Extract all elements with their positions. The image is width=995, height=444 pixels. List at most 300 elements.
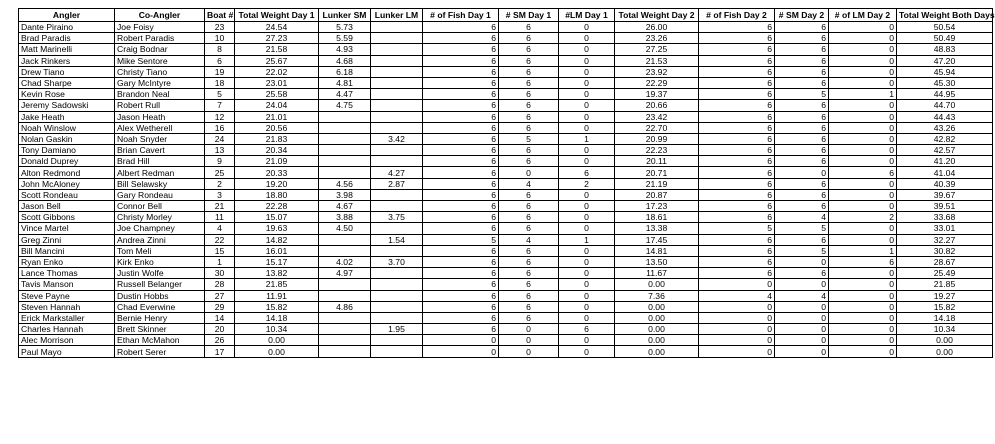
cell-sm-day1: 6 [499, 77, 559, 88]
cell-angler: John McAloney [19, 178, 115, 189]
cell-boat-number: 26 [205, 335, 235, 346]
cell-total-weight-day2: 14.81 [615, 245, 699, 256]
cell-lm-day2: 1 [829, 89, 897, 100]
cell-lunker-sm: 4.75 [319, 100, 371, 111]
cell-total-weight-day1: 21.58 [235, 44, 319, 55]
cell-total-weight-day2: 0.00 [615, 279, 699, 290]
cell-lunker-lm: 3.75 [371, 212, 423, 223]
cell-total-weight-day2: 18.61 [615, 212, 699, 223]
cell-fish-day1: 6 [423, 189, 499, 200]
cell-total-weight-day1: 19.20 [235, 178, 319, 189]
cell-fish-day1: 6 [423, 44, 499, 55]
cell-lunker-sm [319, 324, 371, 335]
cell-fish-day1: 6 [423, 178, 499, 189]
cell-sm-day2: 6 [775, 22, 829, 33]
cell-total-weight-both: 19.27 [897, 290, 993, 301]
cell-boat-number: 24 [205, 133, 235, 144]
cell-sm-day1: 4 [499, 234, 559, 245]
cell-lunker-lm: 1.54 [371, 234, 423, 245]
cell-boat-number: 28 [205, 279, 235, 290]
cell-fish-day2: 6 [699, 22, 775, 33]
cell-sm-day1: 6 [499, 156, 559, 167]
table-row [19, 145, 993, 156]
cell-lm-day1: 0 [559, 279, 615, 290]
cell-angler: Bill Mancini [19, 245, 115, 256]
cell-lunker-lm [371, 66, 423, 77]
cell-boat-number: 1 [205, 256, 235, 267]
cell-sm-day1: 6 [499, 111, 559, 122]
cell-fish-day2: 6 [699, 156, 775, 167]
cell-boat-number: 25 [205, 167, 235, 178]
cell-sm-day1: 6 [499, 44, 559, 55]
cell-sm-day2: 0 [775, 301, 829, 312]
cell-lm-day2: 0 [829, 133, 897, 144]
cell-angler: Greg Zinni [19, 234, 115, 245]
cell-total-weight-both: 0.00 [897, 346, 993, 357]
column-header-total-weight-both: Total Weight Both Days [897, 9, 993, 22]
cell-angler: Matt Marinelli [19, 44, 115, 55]
cell-angler: Vince Martel [19, 223, 115, 234]
cell-lm-day1: 0 [559, 89, 615, 100]
cell-sm-day2: 6 [775, 133, 829, 144]
cell-sm-day1: 4 [499, 178, 559, 189]
cell-sm-day1: 0 [499, 335, 559, 346]
cell-fish-day1: 6 [423, 223, 499, 234]
table-row [19, 312, 993, 323]
cell-total-weight-both: 41.20 [897, 156, 993, 167]
cell-sm-day1: 6 [499, 100, 559, 111]
cell-lm-day1: 0 [559, 335, 615, 346]
cell-total-weight-day2: 21.53 [615, 55, 699, 66]
cell-lunker-sm: 4.50 [319, 223, 371, 234]
cell-fish-day2: 6 [699, 167, 775, 178]
cell-lm-day2: 0 [829, 290, 897, 301]
cell-total-weight-day2: 0.00 [615, 335, 699, 346]
cell-sm-day1: 0 [499, 324, 559, 335]
cell-lunker-sm [319, 335, 371, 346]
cell-total-weight-day2: 20.66 [615, 100, 699, 111]
cell-total-weight-day1: 25.67 [235, 55, 319, 66]
cell-lm-day2: 0 [829, 201, 897, 212]
cell-lunker-lm [371, 44, 423, 55]
table-row [19, 301, 993, 312]
cell-total-weight-day2: 19.37 [615, 89, 699, 100]
cell-fish-day2: 6 [699, 44, 775, 55]
cell-lunker-lm [371, 223, 423, 234]
cell-lm-day2: 0 [829, 66, 897, 77]
cell-total-weight-day2: 13.50 [615, 256, 699, 267]
cell-total-weight-both: 48.83 [897, 44, 993, 55]
cell-boat-number: 12 [205, 111, 235, 122]
cell-co-angler: Chad Everwine [115, 301, 205, 312]
cell-co-angler: Connor Bell [115, 201, 205, 212]
cell-co-angler: Bill Selawsky [115, 178, 205, 189]
cell-lm-day2: 0 [829, 312, 897, 323]
cell-fish-day1: 6 [423, 55, 499, 66]
cell-sm-day2: 6 [775, 122, 829, 133]
cell-total-weight-day2: 20.71 [615, 167, 699, 178]
cell-fish-day2: 6 [699, 77, 775, 88]
cell-total-weight-day1: 14.18 [235, 312, 319, 323]
cell-boat-number: 7 [205, 100, 235, 111]
cell-angler: Erick Markstaller [19, 312, 115, 323]
cell-fish-day1: 6 [423, 312, 499, 323]
cell-sm-day2: 6 [775, 156, 829, 167]
cell-co-angler: Mike Sentore [115, 55, 205, 66]
cell-sm-day2: 0 [775, 167, 829, 178]
cell-angler: Scott Gibbons [19, 212, 115, 223]
cell-fish-day1: 6 [423, 33, 499, 44]
cell-lm-day2: 1 [829, 245, 897, 256]
cell-total-weight-day1: 21.85 [235, 279, 319, 290]
cell-sm-day2: 6 [775, 66, 829, 77]
cell-fish-day1: 6 [423, 77, 499, 88]
cell-sm-day2: 6 [775, 268, 829, 279]
cell-boat-number: 16 [205, 122, 235, 133]
cell-lm-day2: 0 [829, 178, 897, 189]
cell-total-weight-day1: 15.17 [235, 256, 319, 267]
table-row [19, 33, 993, 44]
cell-fish-day1: 6 [423, 122, 499, 133]
cell-sm-day2: 6 [775, 44, 829, 55]
cell-sm-day1: 6 [499, 89, 559, 100]
cell-total-weight-day1: 21.83 [235, 133, 319, 144]
cell-lm-day1: 0 [559, 268, 615, 279]
table-body [19, 22, 993, 358]
cell-total-weight-both: 33.68 [897, 212, 993, 223]
cell-lunker-sm: 4.93 [319, 44, 371, 55]
cell-boat-number: 8 [205, 44, 235, 55]
cell-total-weight-day1: 19.63 [235, 223, 319, 234]
table-row [19, 335, 993, 346]
column-header-fish-day1: # of Fish Day 1 [423, 9, 499, 22]
cell-co-angler: Gary McIntyre [115, 77, 205, 88]
cell-boat-number: 29 [205, 301, 235, 312]
cell-fish-day2: 6 [699, 268, 775, 279]
cell-lunker-lm [371, 77, 423, 88]
column-header-lm-day2: # of LM Day 2 [829, 9, 897, 22]
cell-total-weight-both: 41.04 [897, 167, 993, 178]
cell-fish-day1: 6 [423, 89, 499, 100]
cell-total-weight-both: 42.82 [897, 133, 993, 144]
cell-sm-day2: 0 [775, 324, 829, 335]
cell-co-angler: Alex Wetherell [115, 122, 205, 133]
cell-angler: Paul Mayo [19, 346, 115, 357]
cell-co-angler: Christy Tiano [115, 66, 205, 77]
cell-lm-day1: 0 [559, 44, 615, 55]
cell-boat-number: 21 [205, 201, 235, 212]
cell-lunker-lm [371, 145, 423, 156]
cell-sm-day2: 6 [775, 77, 829, 88]
cell-co-angler: Ethan McMahon [115, 335, 205, 346]
cell-total-weight-day1: 23.01 [235, 77, 319, 88]
column-header-boat-number: Boat # [205, 9, 235, 22]
cell-lunker-sm: 6.18 [319, 66, 371, 77]
cell-boat-number: 17 [205, 346, 235, 357]
cell-fish-day1: 6 [423, 133, 499, 144]
cell-angler: Noah Winslow [19, 122, 115, 133]
cell-lunker-lm [371, 301, 423, 312]
cell-total-weight-day1: 25.58 [235, 89, 319, 100]
cell-lunker-lm [371, 156, 423, 167]
cell-total-weight-both: 47.20 [897, 55, 993, 66]
cell-total-weight-both: 44.43 [897, 111, 993, 122]
cell-sm-day2: 6 [775, 145, 829, 156]
cell-sm-day2: 6 [775, 178, 829, 189]
cell-total-weight-day2: 17.45 [615, 234, 699, 245]
cell-fish-day2: 4 [699, 290, 775, 301]
cell-lunker-sm: 5.59 [319, 33, 371, 44]
column-header-lunker-lm: Lunker LM [371, 9, 423, 22]
cell-sm-day2: 6 [775, 33, 829, 44]
cell-angler: Tavis Manson [19, 279, 115, 290]
cell-total-weight-both: 39.51 [897, 201, 993, 212]
cell-total-weight-both: 28.67 [897, 256, 993, 267]
cell-fish-day2: 6 [699, 189, 775, 200]
cell-total-weight-day2: 20.99 [615, 133, 699, 144]
table-row [19, 268, 993, 279]
cell-lunker-lm: 2.87 [371, 178, 423, 189]
cell-fish-day1: 6 [423, 324, 499, 335]
cell-total-weight-both: 43.26 [897, 122, 993, 133]
cell-fish-day1: 0 [423, 335, 499, 346]
cell-total-weight-day2: 21.19 [615, 178, 699, 189]
table-row [19, 55, 993, 66]
cell-lm-day2: 2 [829, 212, 897, 223]
cell-total-weight-day2: 20.87 [615, 189, 699, 200]
cell-boat-number: 23 [205, 22, 235, 33]
cell-lm-day2: 0 [829, 111, 897, 122]
cell-co-angler: Russell Belanger [115, 279, 205, 290]
cell-sm-day1: 6 [499, 201, 559, 212]
table-row [19, 156, 993, 167]
cell-fish-day1: 6 [423, 268, 499, 279]
cell-total-weight-day1: 20.56 [235, 122, 319, 133]
cell-total-weight-day1: 0.00 [235, 335, 319, 346]
cell-lm-day1: 0 [559, 223, 615, 234]
cell-fish-day1: 6 [423, 201, 499, 212]
cell-total-weight-both: 30.82 [897, 245, 993, 256]
cell-co-angler: Robert Rull [115, 100, 205, 111]
cell-total-weight-both: 50.49 [897, 33, 993, 44]
cell-lunker-lm [371, 346, 423, 357]
cell-total-weight-day1: 0.00 [235, 346, 319, 357]
cell-total-weight-day2: 17.23 [615, 201, 699, 212]
cell-lunker-lm [371, 201, 423, 212]
column-header-fish-day2: # of Fish Day 2 [699, 9, 775, 22]
cell-total-weight-both: 25.49 [897, 268, 993, 279]
cell-angler: Alton Redmond [19, 167, 115, 178]
cell-lunker-lm [371, 279, 423, 290]
cell-angler: Nolan Gaskin [19, 133, 115, 144]
cell-lunker-sm: 4.68 [319, 55, 371, 66]
cell-co-angler: Tom Meli [115, 245, 205, 256]
cell-fish-day1: 6 [423, 66, 499, 77]
cell-sm-day2: 6 [775, 201, 829, 212]
cell-sm-day1: 6 [499, 256, 559, 267]
table-row [19, 234, 993, 245]
cell-total-weight-day2: 11.67 [615, 268, 699, 279]
cell-fish-day1: 6 [423, 256, 499, 267]
cell-total-weight-day2: 22.70 [615, 122, 699, 133]
cell-co-angler: Albert Redman [115, 167, 205, 178]
cell-sm-day2: 5 [775, 245, 829, 256]
cell-lm-day2: 0 [829, 156, 897, 167]
cell-lm-day2: 0 [829, 346, 897, 357]
column-header-lm-day1: #LM Day 1 [559, 9, 615, 22]
cell-lm-day1: 0 [559, 122, 615, 133]
cell-lunker-sm [319, 145, 371, 156]
cell-lunker-lm [371, 22, 423, 33]
table-row [19, 245, 993, 256]
cell-total-weight-day2: 13.38 [615, 223, 699, 234]
column-header-sm-day2: # SM Day 2 [775, 9, 829, 22]
cell-boat-number: 9 [205, 156, 235, 167]
cell-fish-day2: 6 [699, 234, 775, 245]
cell-lm-day1: 0 [559, 312, 615, 323]
cell-fish-day2: 6 [699, 133, 775, 144]
cell-fish-day2: 0 [699, 335, 775, 346]
cell-angler: Jake Heath [19, 111, 115, 122]
cell-lunker-lm: 1.95 [371, 324, 423, 335]
cell-co-angler: Robert Paradis [115, 33, 205, 44]
cell-total-weight-day2: 26.00 [615, 22, 699, 33]
cell-fish-day2: 6 [699, 111, 775, 122]
cell-angler: Steven Hannah [19, 301, 115, 312]
cell-total-weight-day1: 15.82 [235, 301, 319, 312]
cell-lm-day2: 0 [829, 33, 897, 44]
cell-lunker-sm: 3.88 [319, 212, 371, 223]
cell-fish-day1: 6 [423, 212, 499, 223]
cell-sm-day1: 6 [499, 22, 559, 33]
cell-lm-day1: 0 [559, 301, 615, 312]
cell-total-weight-day1: 24.04 [235, 100, 319, 111]
cell-lunker-sm [319, 122, 371, 133]
cell-lunker-lm [371, 33, 423, 44]
cell-angler: Brad Paradis [19, 33, 115, 44]
cell-lunker-sm: 4.86 [319, 301, 371, 312]
cell-co-angler: Joe Foisy [115, 22, 205, 33]
cell-sm-day1: 6 [499, 33, 559, 44]
table-row [19, 189, 993, 200]
cell-lm-day2: 0 [829, 189, 897, 200]
cell-total-weight-day2: 27.25 [615, 44, 699, 55]
cell-total-weight-day1: 14.82 [235, 234, 319, 245]
cell-lm-day1: 0 [559, 346, 615, 357]
cell-lm-day1: 0 [559, 100, 615, 111]
cell-lunker-sm [319, 156, 371, 167]
cell-sm-day1: 6 [499, 312, 559, 323]
table-row [19, 111, 993, 122]
cell-lm-day2: 0 [829, 44, 897, 55]
cell-total-weight-both: 45.30 [897, 77, 993, 88]
table-row [19, 212, 993, 223]
cell-lunker-sm: 4.67 [319, 201, 371, 212]
cell-angler: Drew Tiano [19, 66, 115, 77]
cell-co-angler: Andrea Zinni [115, 234, 205, 245]
cell-fish-day2: 6 [699, 256, 775, 267]
cell-boat-number: 10 [205, 33, 235, 44]
table-row [19, 167, 993, 178]
cell-co-angler: Robert Serer [115, 346, 205, 357]
cell-co-angler: Kirk Enko [115, 256, 205, 267]
cell-angler: Scott Rondeau [19, 189, 115, 200]
cell-fish-day2: 6 [699, 245, 775, 256]
table-row [19, 89, 993, 100]
cell-sm-day2: 6 [775, 55, 829, 66]
cell-co-angler: Brian Cavert [115, 145, 205, 156]
cell-lunker-lm [371, 245, 423, 256]
column-header-total-weight-day1: Total Weight Day 1 [235, 9, 319, 22]
cell-co-angler: Brandon Neal [115, 89, 205, 100]
cell-total-weight-day1: 10.34 [235, 324, 319, 335]
cell-fish-day1: 6 [423, 167, 499, 178]
cell-lunker-lm [371, 189, 423, 200]
cell-lm-day1: 0 [559, 145, 615, 156]
cell-boat-number: 5 [205, 89, 235, 100]
cell-lm-day2: 0 [829, 223, 897, 234]
cell-total-weight-both: 39.67 [897, 189, 993, 200]
cell-lm-day1: 0 [559, 55, 615, 66]
cell-sm-day2: 5 [775, 223, 829, 234]
cell-total-weight-day1: 20.34 [235, 145, 319, 156]
cell-lunker-sm [319, 279, 371, 290]
cell-co-angler: Noah Snyder [115, 133, 205, 144]
header-row [19, 9, 993, 22]
cell-fish-day1: 0 [423, 346, 499, 357]
table-row [19, 256, 993, 267]
cell-fish-day2: 0 [699, 324, 775, 335]
cell-angler: Charles Hannah [19, 324, 115, 335]
cell-total-weight-both: 45.94 [897, 66, 993, 77]
cell-lunker-lm [371, 268, 423, 279]
cell-boat-number: 20 [205, 324, 235, 335]
cell-sm-day2: 6 [775, 111, 829, 122]
cell-sm-day2: 6 [775, 234, 829, 245]
cell-boat-number: 3 [205, 189, 235, 200]
cell-angler: Ryan Enko [19, 256, 115, 267]
cell-total-weight-day2: 23.42 [615, 111, 699, 122]
cell-lm-day2: 0 [829, 324, 897, 335]
cell-angler: Dante Piraino [19, 22, 115, 33]
results-table [18, 8, 993, 358]
table-row [19, 22, 993, 33]
cell-total-weight-both: 14.18 [897, 312, 993, 323]
cell-lunker-lm [371, 89, 423, 100]
cell-total-weight-both: 40.39 [897, 178, 993, 189]
cell-sm-day1: 6 [499, 223, 559, 234]
cell-total-weight-day1: 20.33 [235, 167, 319, 178]
table-row [19, 66, 993, 77]
cell-lm-day2: 0 [829, 301, 897, 312]
cell-lm-day2: 0 [829, 279, 897, 290]
cell-sm-day1: 6 [499, 279, 559, 290]
cell-fish-day2: 6 [699, 55, 775, 66]
cell-lm-day2: 0 [829, 22, 897, 33]
cell-total-weight-day2: 20.11 [615, 156, 699, 167]
cell-lm-day1: 0 [559, 245, 615, 256]
column-header-lunker-sm: Lunker SM [319, 9, 371, 22]
table-row [19, 201, 993, 212]
cell-fish-day2: 6 [699, 212, 775, 223]
table-row [19, 324, 993, 335]
cell-total-weight-day1: 15.07 [235, 212, 319, 223]
cell-sm-day2: 4 [775, 212, 829, 223]
cell-lm-day1: 0 [559, 201, 615, 212]
cell-fish-day2: 6 [699, 178, 775, 189]
cell-sm-day2: 6 [775, 189, 829, 200]
cell-boat-number: 14 [205, 312, 235, 323]
